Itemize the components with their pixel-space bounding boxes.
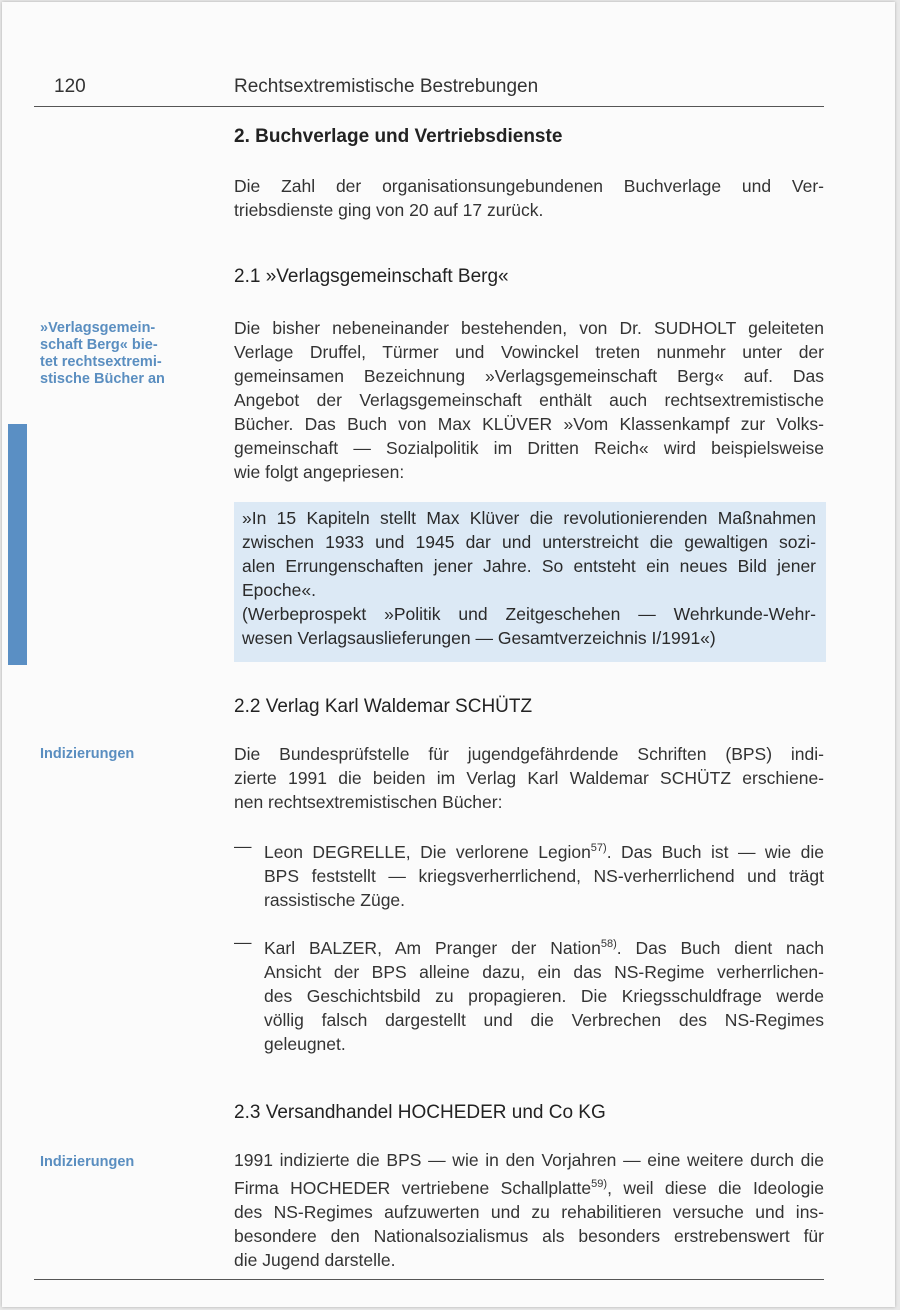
text-line: Die bisher nebeneinander bestehenden, von Dr. SUDHOLT geleiteten	[234, 318, 824, 338]
footnote-ref: 58)	[600, 938, 617, 950]
running-header: Rechtsextremistische Bestrebungen	[234, 76, 539, 97]
text-line: Ansicht der BPS alleine dazu, ein das NS-Regime verherrlichen-	[264, 962, 824, 982]
footer-rule	[34, 1279, 824, 1280]
text-line: geleugnet.	[264, 1034, 346, 1054]
margin-note-indizierungen: Indizierungen	[40, 746, 135, 762]
text-line: triebsdienste ging von 20 auf 17 zurück.	[234, 200, 544, 220]
margin-note-verlagsgemeinschaft: »Verlagsgemein- schaft Berg« bie- tet rechtsextremi- stische Bücher an	[40, 320, 165, 387]
section-2-paragraph	[234, 174, 824, 222]
page-number: 120	[54, 76, 86, 97]
quote-line: alen Errungenschaften jener Jahre. So entsteht ein neues Bild jener	[242, 556, 816, 576]
text-line: wie folgt angepriesen:	[234, 462, 405, 482]
text-line: Die Zahl der organisationsungebundenen Buchverlage und Ver-	[234, 176, 824, 196]
text-line: Verlage Druffel, Türmer und Vowinckel treten nunmehr unter der	[234, 342, 824, 362]
footnote-ref: 57)	[590, 842, 607, 854]
text-line: völlig falsch dargestellt und die Verbrechen des NS-Regimes	[264, 1010, 824, 1030]
text-line: Firma HOCHEDER vertriebene Schallplatte$^{59)}$, weil diese die Ideologie	[234, 1178, 824, 1198]
text-line: Die Bundesprüfstelle für jugendgefährdende Schriften (BPS) indi-	[234, 744, 824, 764]
section-heading-2-1: 2.1 »Verlagsgemeinschaft Berg«	[234, 266, 509, 287]
quote-line: (Werbeprospekt »Politik und Zeitgeschehen — Wehrkunde-Wehr-	[242, 604, 816, 624]
footnote-ref: 59)	[591, 1178, 608, 1190]
text-line: Angebot der Verlagsgemeinschaft enthält auch rechtsextremistische	[234, 390, 824, 410]
text-line: nen rechtsextremistischen Bücher:	[234, 792, 503, 812]
document-page	[2, 2, 895, 1307]
section-heading-2: 2. Buchverlage und Vertriebsdienste	[234, 126, 563, 147]
text-line: 1991 indizierte die BPS — wie in den Vorjahren — eine weitere durch die	[234, 1150, 824, 1170]
text-line: Bücher. Das Buch von Max KLÜVER »Vom Klassenkampf zur Volks-	[234, 414, 824, 434]
quoted-advertisement	[242, 506, 816, 650]
quote-line: Epoche«.	[242, 580, 316, 600]
list-item	[264, 836, 824, 912]
quote-line: zwischen 1933 und 1945 dar und unterstreicht die gewaltigen sozi-	[242, 532, 816, 552]
section-heading-2-2: 2.2 Verlag Karl Waldemar SCHÜTZ	[234, 696, 533, 717]
text-line: Leon DEGRELLE, Die verlorene Legion$^{57)}$. Das Buch ist — wie die	[264, 842, 824, 862]
text-line: des NS-Regimes aufzuwerten und zu rehabilitieren versuche und ins-	[234, 1202, 824, 1222]
margin-note-indizierungen: Indizierungen	[40, 1154, 135, 1170]
section-2-1-paragraph	[234, 316, 824, 484]
text-line: rassistische Züge.	[264, 890, 406, 910]
header-rule	[34, 106, 824, 107]
section-2-3-paragraph	[234, 1148, 824, 1272]
quote-line: »In 15 Kapiteln stellt Max Klüver die revolutionierenden Maßnahmen	[242, 508, 816, 528]
list-dash: —	[234, 836, 252, 856]
text-line: besondere den Nationalsozialismus als besonders erstrebenswert für	[234, 1226, 824, 1246]
list-item	[264, 932, 824, 1056]
text-line: Karl BALZER, Am Pranger der Nation$^{58)}$. Das Buch dient nach	[264, 938, 824, 958]
text-line: gemeinsamen Bezeichnung »Verlagsgemeinschaft Berg« auf. Das	[234, 366, 824, 386]
text-line: die Jugend darstelle.	[234, 1250, 396, 1270]
quote-line: wesen Verlagsauslieferungen — Gesamtverzeichnis I/1991«)	[242, 628, 716, 648]
text-line: zierte 1991 die beiden im Verlag Karl Waldemar SCHÜTZ erschiene-	[234, 768, 824, 788]
text-line: des Geschichtsbild zu propagieren. Die Kriegsschuldfrage werde	[264, 986, 824, 1006]
section-heading-2-3: 2.3 Versandhandel HOCHEDER und Co KG	[234, 1102, 606, 1123]
text-line: gemeinschaft — Sozialpolitik im Dritten Reich« wird beispielsweise	[234, 438, 824, 458]
text-line: BPS feststellt — kriegsverherrlichend, NS-verherrlichend und trägt	[264, 866, 824, 886]
list-dash: —	[234, 932, 252, 952]
section-2-2-paragraph	[234, 742, 824, 814]
margin-highlight-bar	[8, 424, 27, 665]
